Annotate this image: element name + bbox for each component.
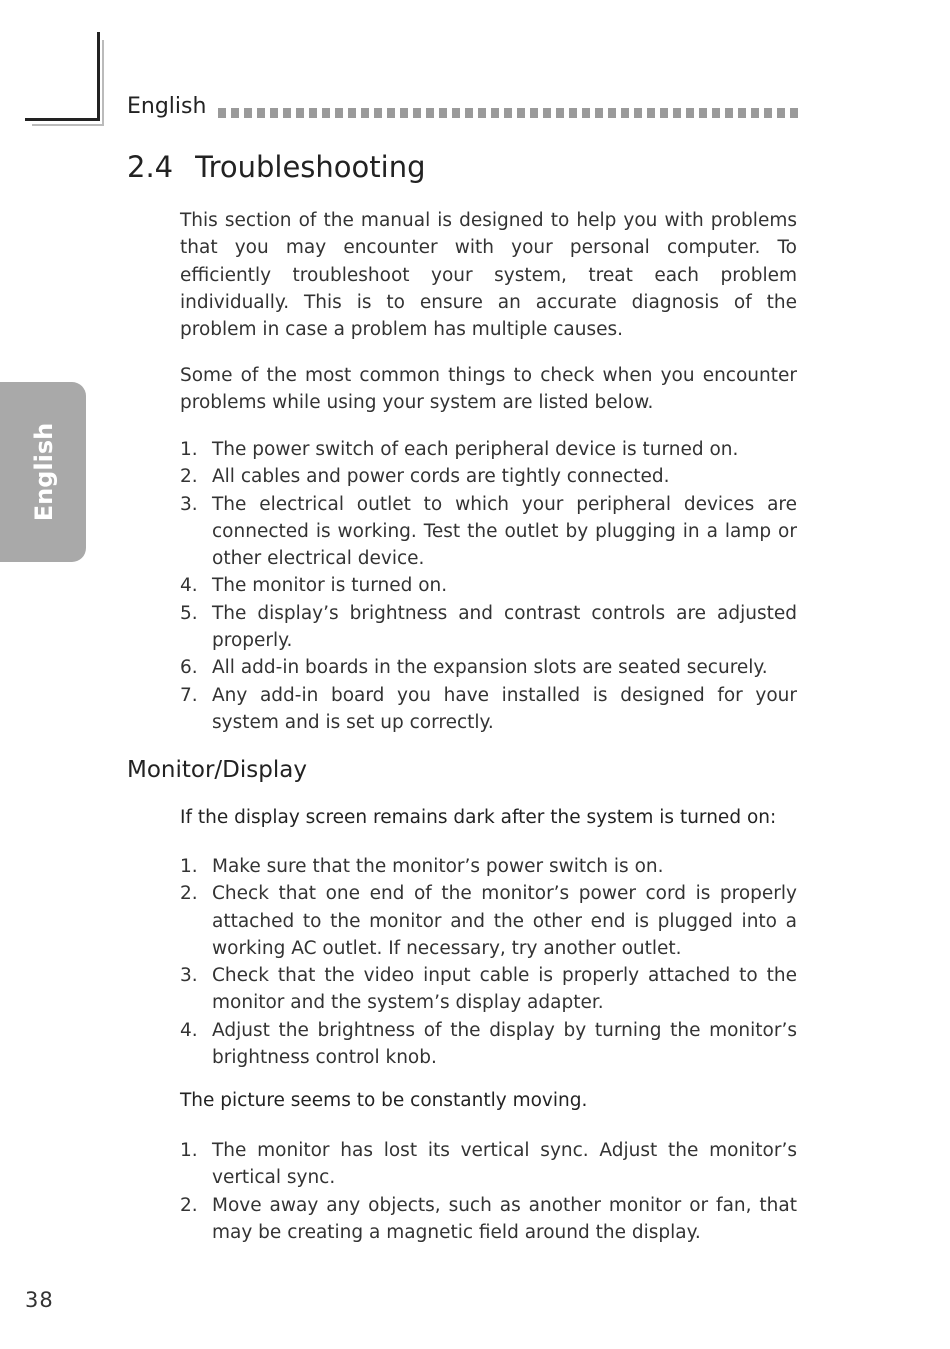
checklist	[180, 436, 797, 736]
corner-mark-shadow-horizontal	[32, 124, 104, 126]
corner-mark-shadow-vertical	[102, 40, 104, 126]
list-item: 5. The display’s brightness and contrast controls are adjusted properly.	[180, 602, 797, 652]
list-item: 4. The monitor is turned on.	[180, 575, 448, 597]
list-item: 2. All cables and power cords are tightly connected.	[180, 466, 670, 488]
dark-screen-steps	[180, 853, 797, 1071]
running-header: English	[127, 94, 207, 119]
list-item: 7. Any add-in board you have installed is designed for your system and is set up correctly.	[180, 684, 797, 733]
intro-paragraph-1: This section of the manual is designed to help you with problems that you may encounter with your personal computer. To efficiently troubleshoot your system, treat each problem individually. This is to ensure an accurate diagnosis of the problem in case a problem has multiple causes.	[180, 210, 797, 341]
list-item: 3. The electrical outlet to which your peripheral devices are connected is working. Test the outlet by plugging in a lamp or other electrical device.	[180, 493, 797, 570]
list-item: 1. Make sure that the monitor’s power switch is on.	[180, 856, 664, 877]
list-item: 4. Adjust the brightness of the display by turning the monitor’s brightness control knob.	[180, 1019, 797, 1069]
list-item: 6. All add-in boards in the expansion slots are seated securely.	[180, 657, 768, 679]
section-title	[127, 150, 425, 184]
corner-mark-vertical	[97, 32, 100, 120]
list-item: 3. Check that the video input cable is properly attached to the monitor and the system’s display adapter.	[180, 965, 797, 1014]
corner-mark-horizontal	[25, 118, 100, 121]
section-number: 2.4	[127, 150, 174, 184]
subsection-title: Monitor/Display	[127, 757, 307, 783]
section-heading: Troubleshooting	[195, 150, 426, 184]
dark-screen-heading: If the display screen remains dark after the system is turned on:	[180, 807, 777, 828]
moving-picture-heading: The picture seems to be constantly moving.	[180, 1090, 588, 1111]
list-item: 1. The monitor has lost its vertical sync. Adjust the monitor’s vertical sync.	[180, 1140, 797, 1189]
list-item: 2. Move away any objects, such as another monitor or fan, that may be creating a magnetic field around the display.	[180, 1194, 797, 1243]
page-number: 38	[25, 1288, 54, 1312]
list-item: 1. The power switch of each peripheral device is turned on.	[180, 439, 739, 460]
list-item: 2. Check that one end of the monitor’s power cord is properly attached to the monitor and the other end is plugged into a working AC outlet. If necessary, try another outlet.	[180, 883, 797, 959]
intro-paragraph-2: Some of the most common things to check when you encounter problems while using your system are listed below.	[180, 365, 797, 414]
moving-picture-steps	[180, 1137, 797, 1246]
header-dotted-rule	[218, 108, 798, 118]
side-tab-label: English	[30, 422, 58, 522]
